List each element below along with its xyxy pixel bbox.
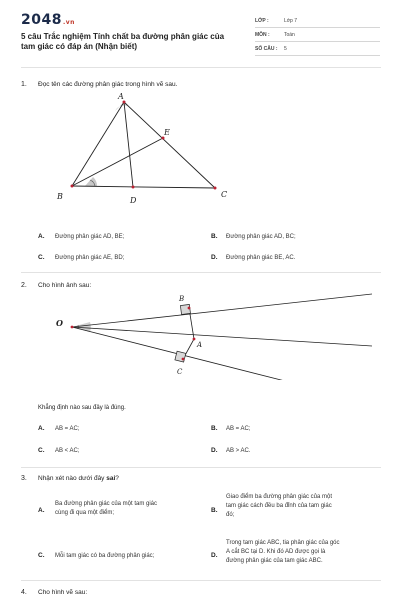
q3-option-d-line: Trong tam giác ABC, tia phân giác của góc bbox=[226, 540, 340, 546]
logo-suffix: .vn bbox=[62, 19, 75, 26]
q1-option-a-letter[interactable]: A. bbox=[38, 233, 45, 240]
q1-option-c-letter[interactable]: C. bbox=[38, 254, 45, 261]
meta-subject-label: MÔN : bbox=[255, 32, 270, 38]
q3-option-a-line: cùng đi qua một điểm; bbox=[55, 510, 115, 516]
q3-option-b-letter[interactable]: B. bbox=[211, 507, 218, 514]
question-1-number: 1. bbox=[21, 81, 27, 88]
meta-count-label: SỐ CÂU : bbox=[255, 46, 278, 52]
q3-option-b-line: đó; bbox=[226, 512, 235, 518]
question-1-text: Đọc tên các đường phân giác trong hình vẽ sau. bbox=[38, 81, 178, 88]
q1-option-d-text[interactable]: Đường phân giác BE, AC. bbox=[226, 255, 296, 261]
q3-option-b-line: Giao điểm ba đường phân giác của một bbox=[226, 494, 333, 500]
logo-text: 2048 bbox=[21, 12, 62, 28]
meta-grade-value: Lớp 7 bbox=[284, 18, 298, 24]
ray-bisector bbox=[72, 327, 372, 346]
question-3-text-bold: sai bbox=[106, 475, 116, 482]
label-a: A bbox=[118, 92, 124, 101]
q3-option-c-text[interactable] bbox=[55, 552, 154, 561]
q1-option-c-text[interactable]: Đường phân giác AE, BD; bbox=[55, 255, 125, 261]
point-a2 bbox=[193, 338, 196, 341]
page-title: 5 câu Trắc nghiệm Tính chất ba đường phân giác của tam giác có đáp án (Nhận biết) bbox=[21, 32, 225, 51]
question-divider bbox=[21, 580, 381, 581]
point-d bbox=[132, 186, 135, 189]
meta-subject bbox=[255, 28, 380, 42]
ray-oy-lower bbox=[72, 327, 352, 380]
q3-option-d-text[interactable] bbox=[226, 539, 340, 566]
point-c bbox=[214, 187, 217, 190]
question-2-number: 2. bbox=[21, 282, 27, 289]
q2-option-a-letter[interactable]: A. bbox=[38, 425, 45, 432]
q2-option-d-letter[interactable]: D. bbox=[211, 447, 218, 454]
label-c2: C bbox=[177, 368, 183, 376]
q1-option-b-text[interactable]: Đường phân giác AD, BC; bbox=[226, 234, 296, 240]
q2-option-c-text[interactable]: AB < AC; bbox=[55, 448, 80, 454]
point-b bbox=[71, 185, 74, 188]
question-2-text: Cho hình ảnh sau: bbox=[38, 282, 92, 289]
q2-option-b-text[interactable]: AB = AC; bbox=[226, 426, 251, 432]
label-b2: B bbox=[179, 295, 185, 303]
label-d: D bbox=[130, 196, 137, 205]
label-b: B bbox=[57, 192, 63, 201]
ray-ox-upper bbox=[72, 294, 372, 327]
right-angle-b bbox=[180, 304, 190, 314]
triangle-figure bbox=[52, 90, 242, 208]
q1-option-a-text[interactable]: Đường phân giác AD, BE; bbox=[55, 234, 125, 240]
q3-option-b-text[interactable] bbox=[226, 493, 332, 520]
meta-count bbox=[255, 42, 380, 56]
q3-option-b-line: tam giác cách đều ba đỉnh của tam giác bbox=[226, 503, 332, 509]
question-divider bbox=[21, 467, 381, 468]
q3-option-d-line: đường phân giác của tam giác ABC. bbox=[226, 558, 323, 564]
question-4-text: Cho hình vẽ sau: bbox=[38, 589, 88, 596]
meta-subject-value: Toán bbox=[284, 32, 295, 38]
point-c2 bbox=[182, 358, 185, 361]
q3-option-d-letter[interactable]: D. bbox=[211, 552, 218, 559]
question-3-text-pre: Nhận xét nào dưới đây bbox=[38, 475, 107, 482]
question-divider bbox=[21, 272, 381, 273]
q3-option-a-line: Ba đường phân giác của một tam giác bbox=[55, 501, 158, 507]
question-2-statement: Khẳng định nào sau đây là đúng. bbox=[38, 405, 126, 411]
label-c: C bbox=[221, 190, 228, 199]
angle-bisector-figure bbox=[50, 290, 380, 380]
q1-option-d-letter[interactable]: D. bbox=[211, 254, 218, 261]
question-3-text-post: ? bbox=[115, 475, 119, 482]
meta-grade-label: LỚP : bbox=[255, 18, 269, 24]
q3-option-c-line: Mỗi tam giác có ba đường phân giác; bbox=[55, 553, 155, 559]
label-a2: A bbox=[197, 341, 203, 349]
q3-option-a-text[interactable] bbox=[55, 500, 157, 518]
header-divider bbox=[21, 67, 381, 68]
question-4-number: 4. bbox=[21, 589, 27, 596]
q2-option-a-text[interactable]: AB = AC; bbox=[55, 426, 80, 432]
meta-grade bbox=[255, 14, 380, 28]
point-o bbox=[71, 326, 74, 329]
q3-option-a-letter[interactable]: A. bbox=[38, 507, 45, 514]
point-b2 bbox=[188, 307, 191, 310]
q3-option-d-line: A cắt BC tại D. Khi đó AD được gọi là bbox=[226, 549, 326, 555]
q1-option-b-letter[interactable]: B. bbox=[211, 233, 218, 240]
q2-option-c-letter[interactable]: C. bbox=[38, 447, 45, 454]
label-e: E bbox=[164, 128, 170, 137]
right-angle-c bbox=[175, 351, 186, 362]
q2-option-b-letter[interactable]: B. bbox=[211, 425, 218, 432]
q3-option-c-letter[interactable]: C. bbox=[38, 552, 45, 559]
meta-count-value: 5 bbox=[284, 46, 287, 52]
question-3-text bbox=[38, 475, 119, 482]
label-o: O bbox=[56, 318, 63, 328]
question-3-number: 3. bbox=[21, 475, 27, 482]
site-logo[interactable] bbox=[21, 12, 75, 28]
q2-option-d-text[interactable]: AB > AC. bbox=[226, 448, 251, 454]
